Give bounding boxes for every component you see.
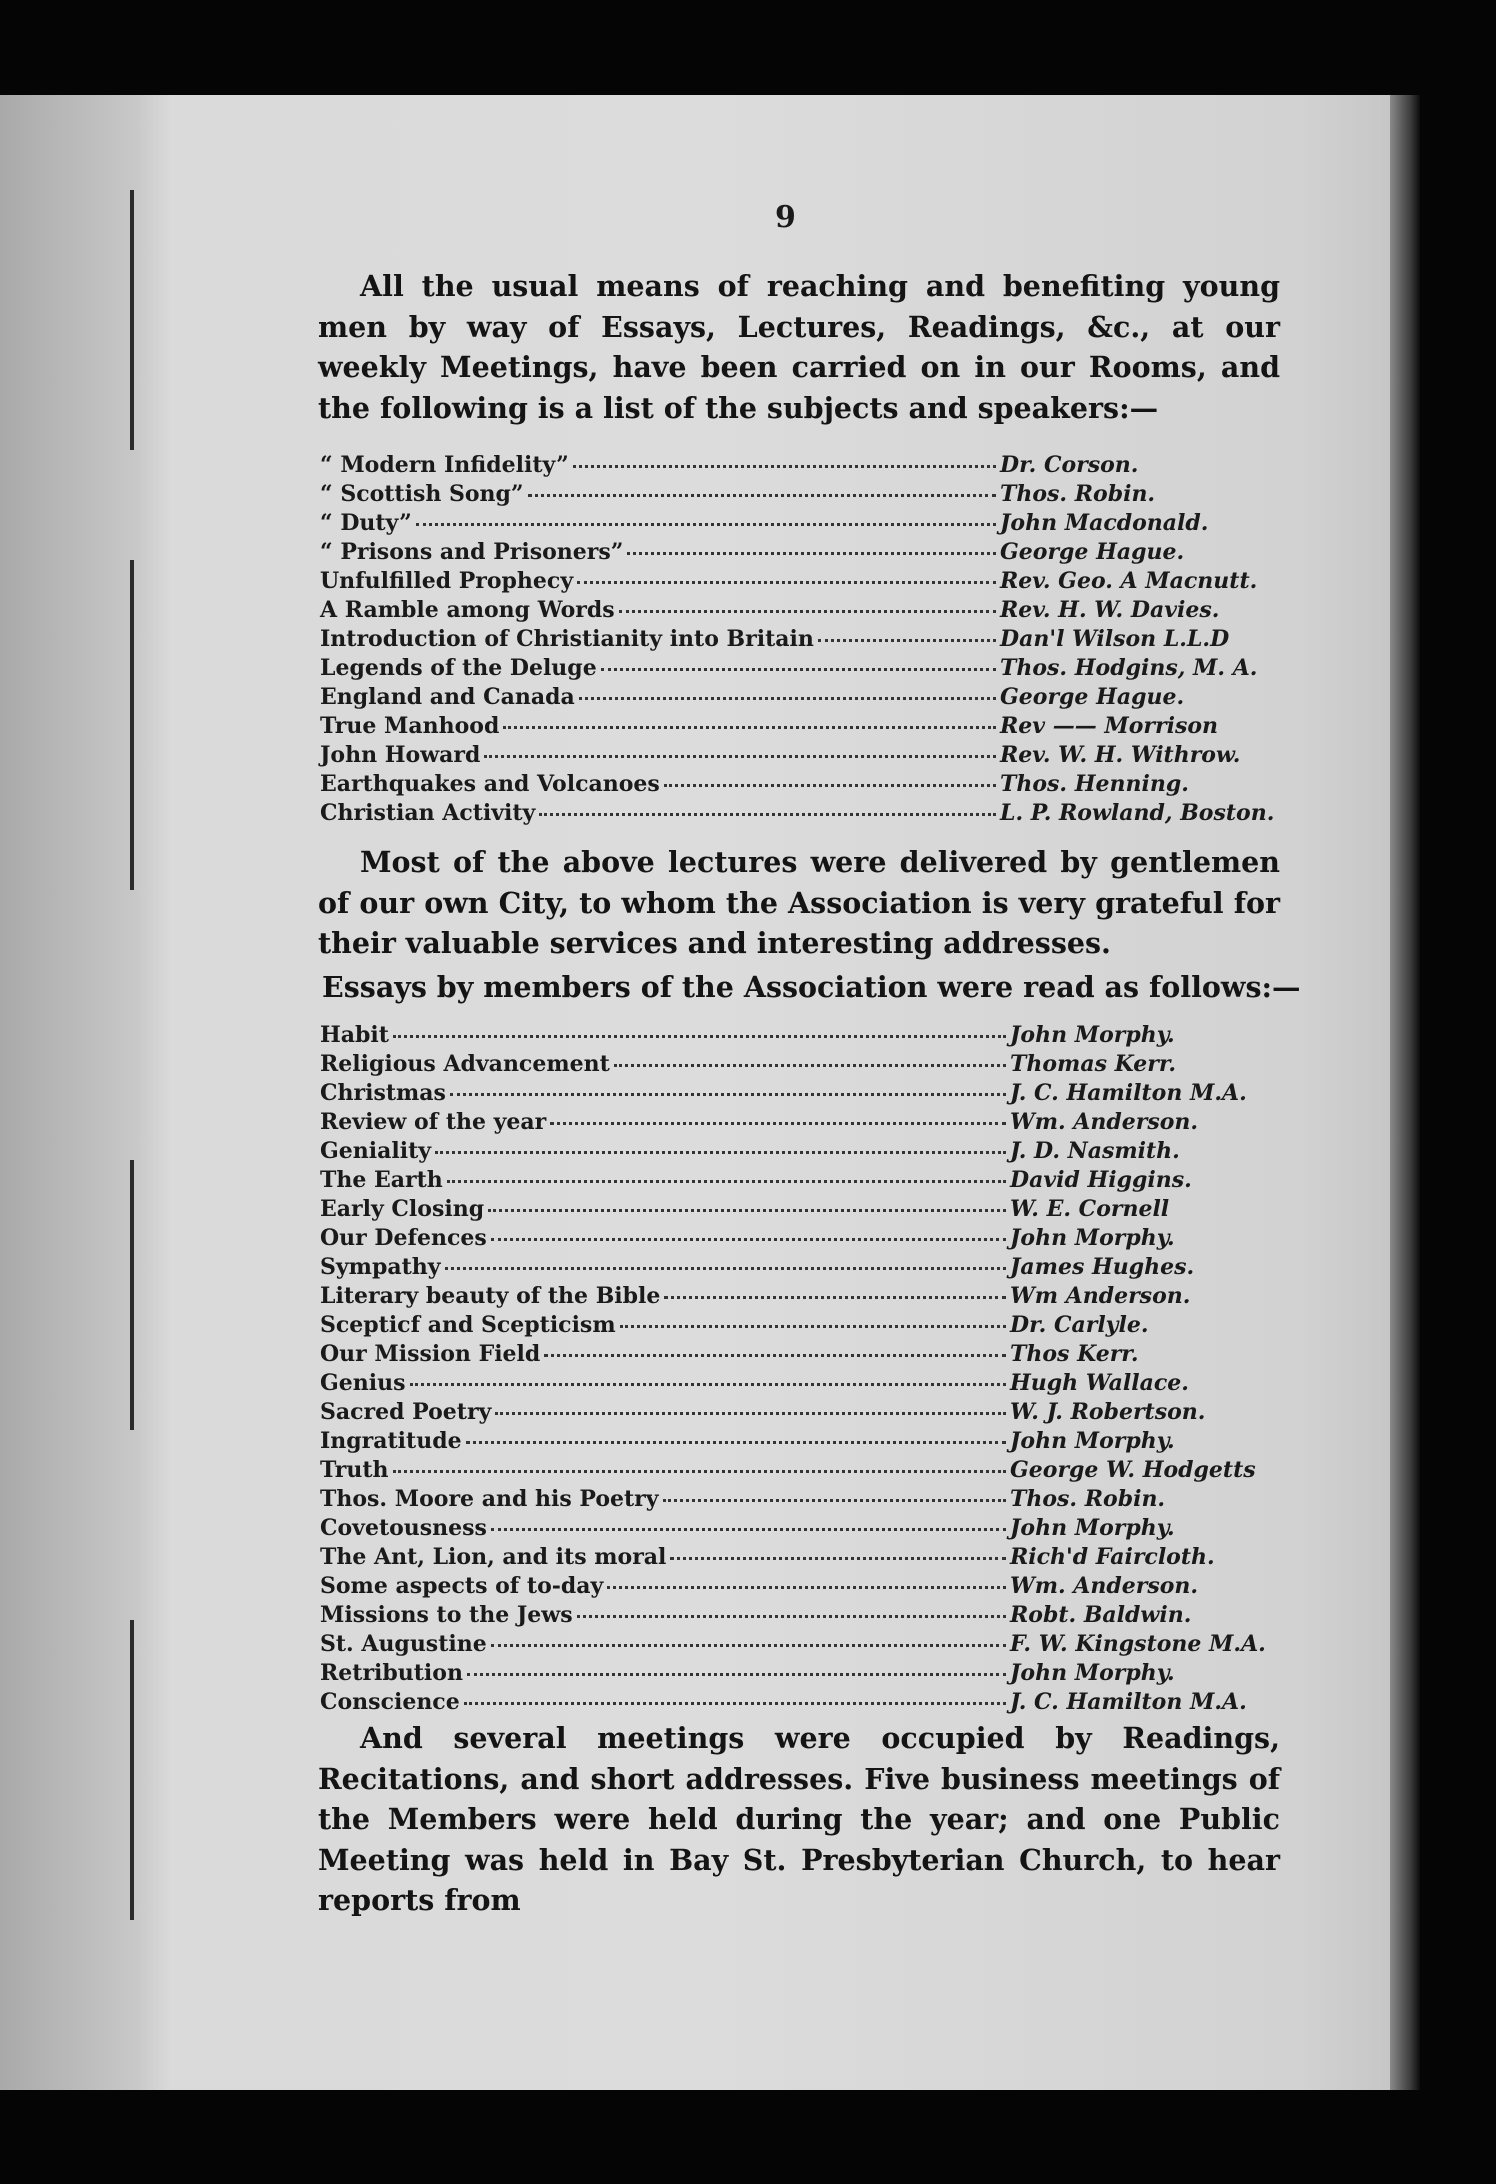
leader-dots	[573, 465, 996, 468]
essay-author: Thos Kerr.	[1010, 1341, 1139, 1367]
essay-subject: Geniality	[320, 1138, 432, 1164]
essay-author: Rich'd Faircloth.	[1010, 1544, 1215, 1570]
list-item	[320, 1457, 1285, 1486]
leader-dots	[619, 610, 996, 613]
lecture-speaker: John Macdonald.	[1000, 510, 1209, 536]
lecture-subject: “ Modern Infidelity”	[320, 452, 569, 478]
page-edge-shadow	[1390, 95, 1420, 2090]
list-item	[320, 1022, 1285, 1051]
essay-subject: Sacred Poetry	[320, 1399, 492, 1425]
leader-dots	[550, 1122, 1006, 1125]
leader-dots	[601, 668, 996, 671]
essay-author: J. D. Nasmith.	[1010, 1138, 1180, 1164]
essay-subject: Some aspects of to-day	[320, 1573, 604, 1599]
closing-paragraph: And several meetings were occupied by Readings, Recitations, and short addresses. Five business meetings of the Members were held during the year; and one Public Meeting was held in Bay St. Presbyterian Church, to hear reports from	[318, 1721, 1280, 1917]
essay-subject: Review of the year	[320, 1109, 547, 1135]
leader-dots	[664, 1296, 1006, 1299]
lecture-subject: “ Prisons and Prisoners”	[320, 539, 624, 565]
list-item	[320, 626, 1285, 655]
page-number: 9	[775, 200, 796, 235]
lecture-speaker: Dan'l Wilson L.L.D	[1000, 626, 1230, 652]
essay-author: George W. Hodgetts	[1010, 1457, 1256, 1483]
leader-dots	[579, 697, 996, 700]
leader-dots	[466, 1441, 1006, 1444]
leader-dots	[528, 494, 996, 497]
list-item	[320, 1428, 1285, 1457]
list-item	[320, 452, 1285, 481]
list-item	[320, 1138, 1285, 1167]
essay-subject: St. Augustine	[320, 1631, 487, 1657]
binding-stitch	[130, 560, 134, 890]
lecture-speaker: Rev. H. W. Davies.	[1000, 597, 1220, 623]
essay-subject: Early Closing	[320, 1196, 485, 1222]
lecture-subject: Earthquakes and Volcanoes	[320, 771, 660, 797]
lecture-speaker: George Hague.	[1000, 684, 1185, 710]
essay-subject: Our Defences	[320, 1225, 487, 1251]
leader-dots	[445, 1267, 1006, 1270]
essay-subject: Retribution	[320, 1660, 463, 1686]
binding-margin	[0, 95, 170, 2090]
leader-dots	[577, 1615, 1006, 1618]
list-item	[320, 1051, 1285, 1080]
list-item	[320, 1631, 1285, 1660]
list-item	[320, 1486, 1285, 1515]
essay-author: Dr. Carlyle.	[1010, 1312, 1149, 1338]
essay-subject: Truth	[320, 1457, 389, 1483]
list-item	[320, 1167, 1285, 1196]
leader-dots	[620, 1325, 1006, 1328]
leader-dots	[670, 1557, 1006, 1560]
list-item	[320, 1660, 1285, 1689]
essay-author: Thos. Robin.	[1010, 1486, 1166, 1512]
intro-paragraph: All the usual means of reaching and benefiting young men by way of Essays, Lectures, Readings, &c., at our weekly Meetings, have been carried on in our Rooms, and the following is a list of the subjects and speakers:—	[318, 269, 1280, 425]
leader-dots	[467, 1673, 1006, 1676]
leader-dots	[488, 1209, 1006, 1212]
lecture-list	[320, 452, 1285, 829]
lecture-speaker: George Hague.	[1000, 539, 1185, 565]
lecture-subject: Christian Activity	[320, 800, 536, 826]
lecture-speaker: Thos. Henning.	[1000, 771, 1189, 797]
leader-dots	[663, 1499, 1006, 1502]
leader-dots	[410, 1383, 1006, 1386]
lecture-speaker: Thos. Robin.	[1000, 481, 1156, 507]
leader-dots	[577, 581, 996, 584]
essay-subject: Missions to the Jews	[320, 1602, 573, 1628]
essay-author: David Higgins.	[1010, 1167, 1192, 1193]
essay-subject: Christmas	[320, 1080, 446, 1106]
essay-list	[320, 1022, 1285, 1718]
essay-author: John Morphy.	[1010, 1428, 1175, 1454]
list-item	[320, 684, 1285, 713]
lecture-speaker: L. P. Rowland, Boston.	[1000, 800, 1275, 826]
essay-author: Hugh Wallace.	[1010, 1370, 1189, 1396]
leader-dots	[544, 1354, 1006, 1357]
leader-dots	[607, 1586, 1006, 1589]
list-item	[320, 1573, 1285, 1602]
leader-dots	[664, 784, 996, 787]
essay-subject: Scepticf and Scepticism	[320, 1312, 616, 1338]
essay-author: Wm. Anderson.	[1010, 1573, 1199, 1599]
essay-subject: Sympathy	[320, 1254, 441, 1280]
list-item	[320, 568, 1285, 597]
essay-author: J. C. Hamilton M.A.	[1010, 1080, 1247, 1106]
list-item	[320, 1689, 1285, 1718]
leader-dots	[393, 1035, 1006, 1038]
lecture-subject: John Howard	[320, 742, 481, 768]
list-item	[320, 1254, 1285, 1283]
essay-subject: Thos. Moore and his Poetry	[320, 1486, 659, 1512]
list-item	[320, 539, 1285, 568]
list-item	[320, 771, 1285, 800]
leader-dots	[503, 726, 996, 729]
essay-subject: Religious Advancement	[320, 1051, 610, 1077]
essay-author: Robt. Baldwin.	[1010, 1602, 1192, 1628]
list-item	[320, 1399, 1285, 1428]
essay-subject: Literary beauty of the Bible	[320, 1283, 661, 1309]
binding-stitch	[130, 190, 134, 450]
essay-author: John Morphy.	[1010, 1515, 1175, 1541]
lecture-subject: “ Duty”	[320, 510, 412, 536]
leader-dots	[818, 639, 996, 642]
list-item	[320, 1283, 1285, 1312]
list-item	[320, 1196, 1285, 1225]
essay-author: J. C. Hamilton M.A.	[1010, 1689, 1247, 1715]
middle-paragraph: Most of the above lectures were delivered by gentlemen of our own City, to whom the Association is very grateful for their valuable services and interesting addresses.	[318, 845, 1280, 960]
list-item	[320, 597, 1285, 626]
leader-dots	[614, 1064, 1006, 1067]
lecture-subject: England and Canada	[320, 684, 575, 710]
list-item	[320, 1312, 1285, 1341]
lecture-speaker: Rev. W. H. Withrow.	[1000, 742, 1241, 768]
lecture-subject: Unfulfilled Prophecy	[320, 568, 574, 594]
lecture-speaker: Rev. Geo. A Macnutt.	[1000, 568, 1258, 594]
lecture-subject: “ Scottish Song”	[320, 481, 524, 507]
lecture-speaker: Thos. Hodgins, M. A.	[1000, 655, 1258, 681]
essay-author: W. E. Cornell	[1010, 1196, 1170, 1222]
essay-author: F. W. Kingstone M.A.	[1010, 1631, 1266, 1657]
binding-stitch	[130, 1620, 134, 1920]
leader-dots	[464, 1702, 1006, 1705]
essay-subject: Conscience	[320, 1689, 460, 1715]
essay-author: James Hughes.	[1010, 1254, 1195, 1280]
essay-author: Wm. Anderson.	[1010, 1109, 1199, 1135]
lecture-subject: Legends of the Deluge	[320, 655, 597, 681]
binding-stitch	[130, 1160, 134, 1430]
leader-dots	[393, 1470, 1006, 1473]
essay-subject: The Earth	[320, 1167, 443, 1193]
list-item	[320, 1544, 1285, 1573]
list-item	[320, 1225, 1285, 1254]
list-item	[320, 1080, 1285, 1109]
essay-subject: Ingratitude	[320, 1428, 462, 1454]
leader-dots	[539, 813, 996, 816]
leader-dots	[450, 1093, 1006, 1096]
list-item	[320, 1602, 1285, 1631]
list-item	[320, 1515, 1285, 1544]
list-item	[320, 1341, 1285, 1370]
essay-author: John Morphy.	[1010, 1660, 1175, 1686]
leader-dots	[447, 1180, 1006, 1183]
essay-author: Thomas Kerr.	[1010, 1051, 1177, 1077]
leader-dots	[627, 552, 996, 555]
essay-author: Wm Anderson.	[1010, 1283, 1191, 1309]
lecture-speaker: Rev —— Morrison	[1000, 713, 1219, 739]
lecture-subject: A Ramble among Words	[320, 597, 615, 623]
essay-author: John Morphy.	[1010, 1022, 1175, 1048]
list-item	[320, 800, 1285, 829]
list-item	[320, 655, 1285, 684]
lecture-subject: Introduction of Christianity into Britain	[320, 626, 814, 652]
leader-dots	[416, 523, 996, 526]
list-item	[320, 713, 1285, 742]
lecture-subject: True Manhood	[320, 713, 500, 739]
list-item	[320, 510, 1285, 539]
essay-subject: Genius	[320, 1370, 406, 1396]
essay-subject: Habit	[320, 1022, 389, 1048]
leader-dots	[491, 1528, 1006, 1531]
leader-dots	[491, 1644, 1006, 1647]
essay-author: John Morphy.	[1010, 1225, 1175, 1251]
lecture-speaker: Dr. Corson.	[1000, 452, 1139, 478]
list-item	[320, 481, 1285, 510]
essay-subject: The Ant, Lion, and its moral	[320, 1544, 667, 1570]
list-item	[320, 1370, 1285, 1399]
essays-heading: Essays by members of the Association were read as follows:—	[322, 970, 1301, 1004]
essay-author: W. J. Robertson.	[1010, 1399, 1206, 1425]
leader-dots	[484, 755, 996, 758]
leader-dots	[495, 1412, 1006, 1415]
list-item	[320, 1109, 1285, 1138]
leader-dots	[491, 1238, 1006, 1241]
essay-subject: Our Mission Field	[320, 1341, 541, 1367]
list-item	[320, 742, 1285, 771]
essay-subject: Covetousness	[320, 1515, 487, 1541]
leader-dots	[435, 1151, 1006, 1154]
